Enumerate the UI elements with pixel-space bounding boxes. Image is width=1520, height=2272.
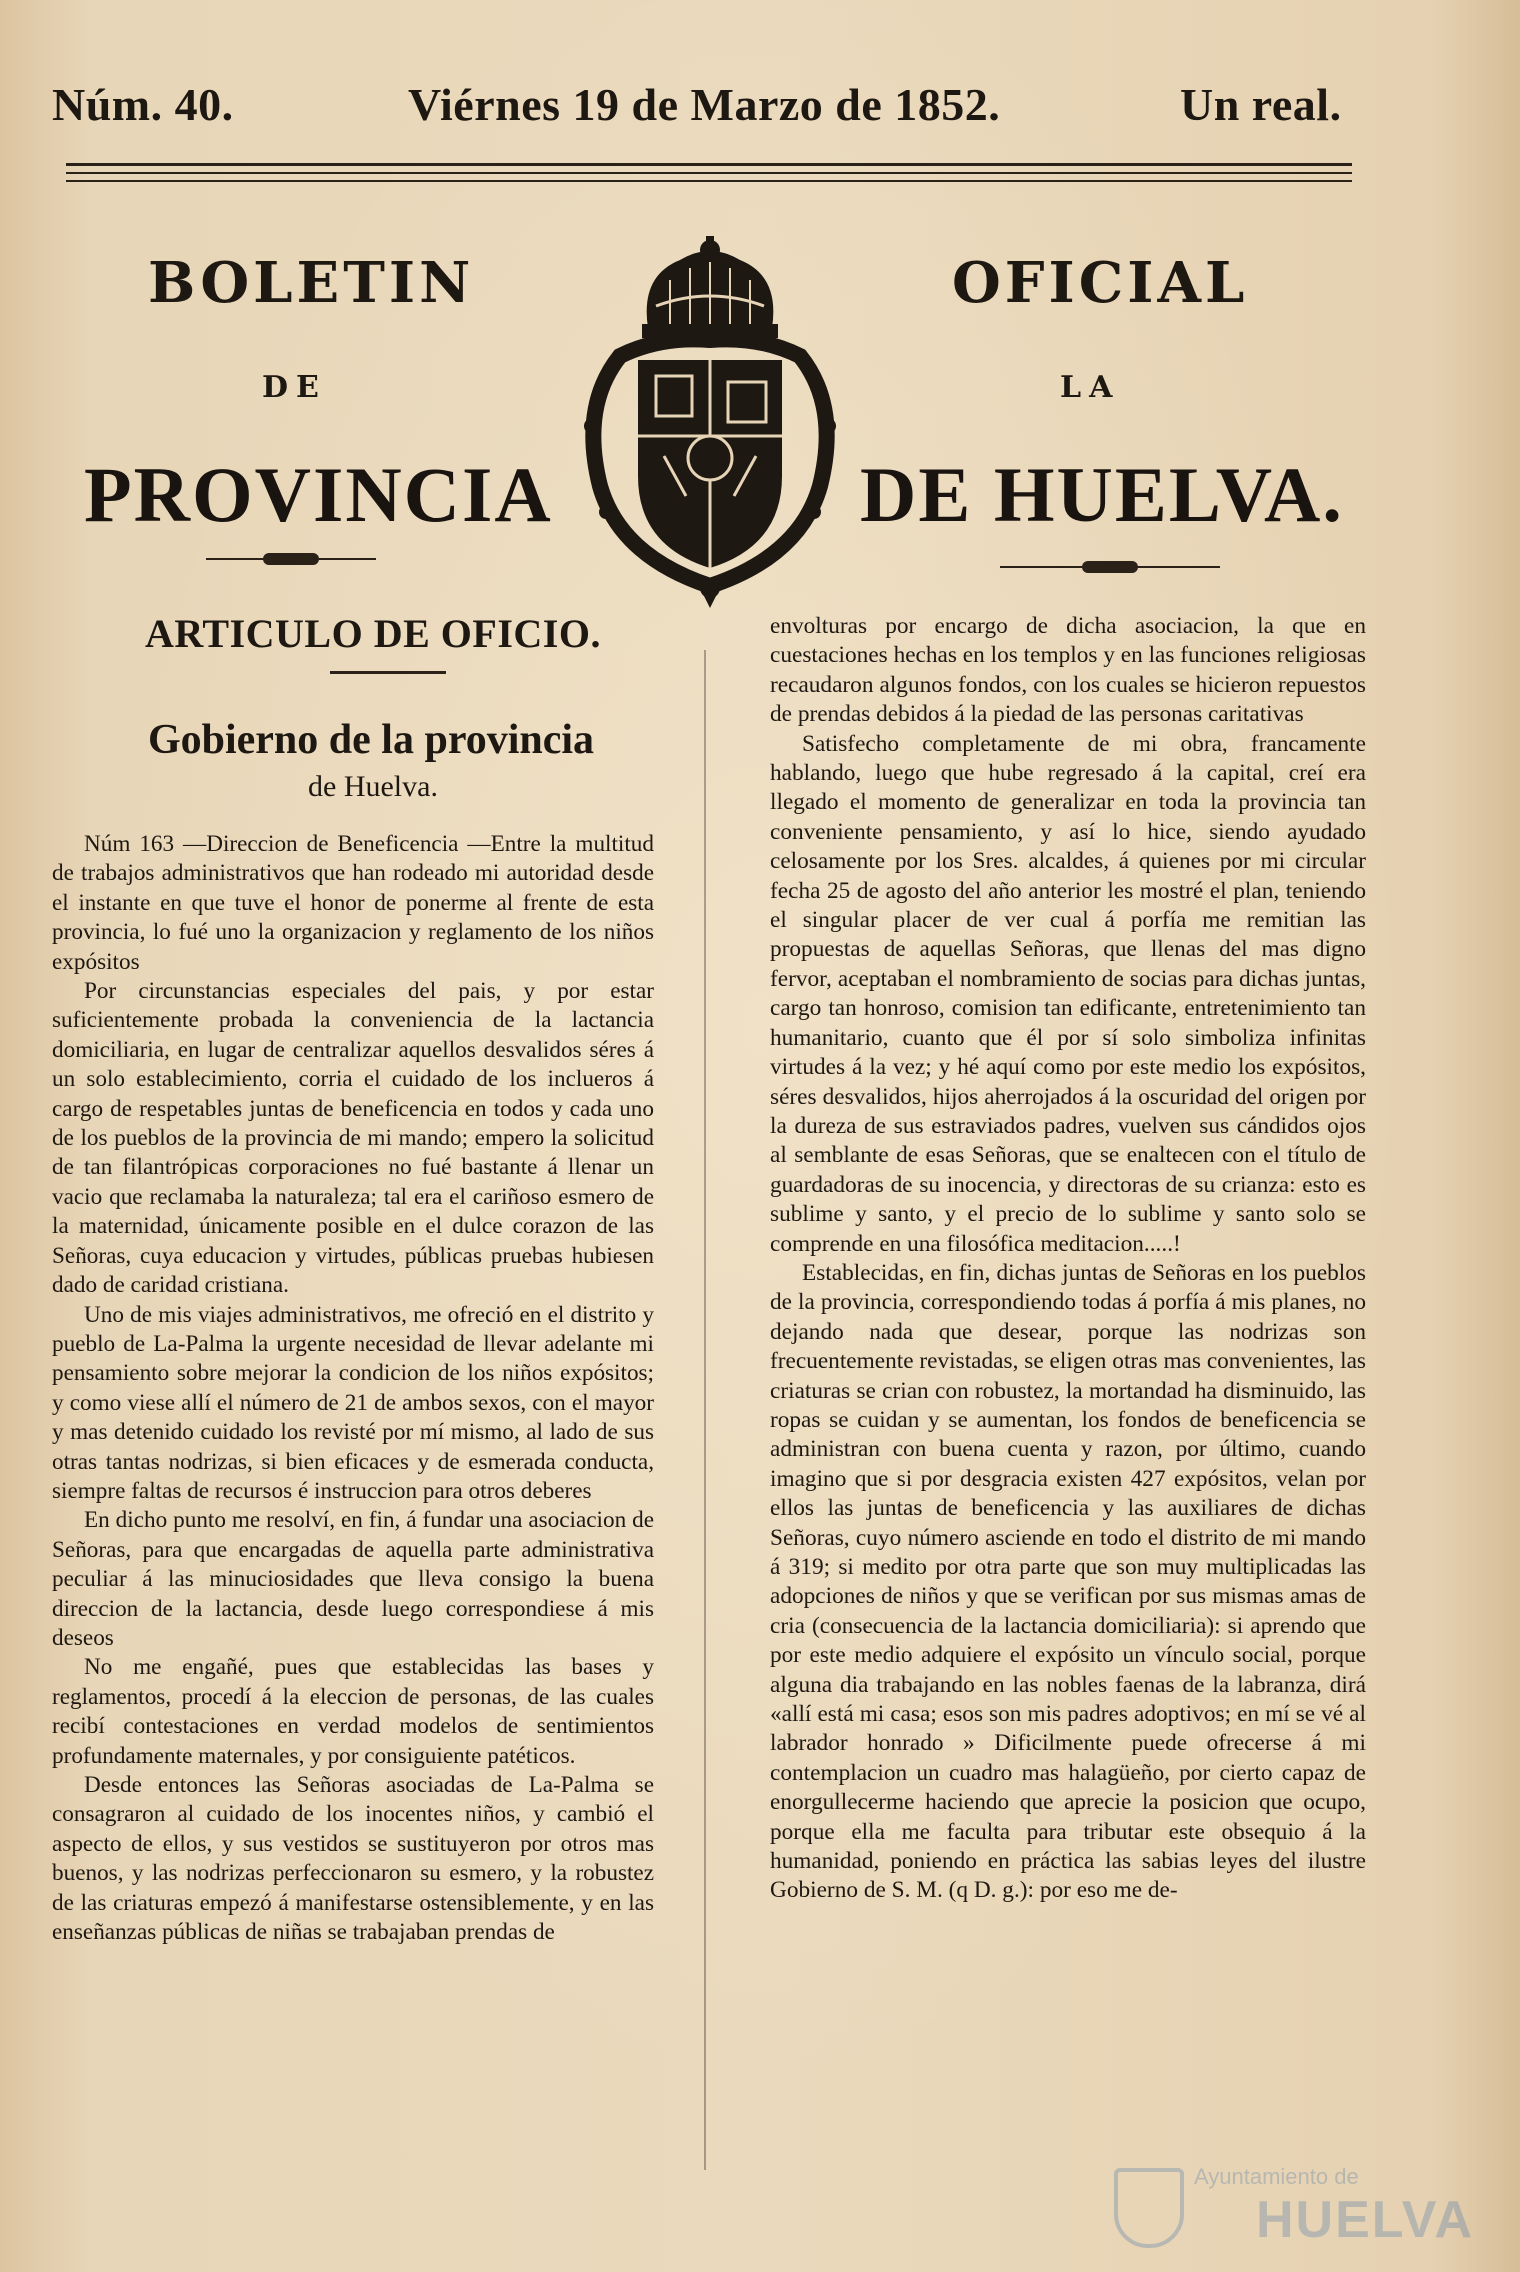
archive-watermark — [1110, 2160, 1475, 2260]
masthead-rule — [66, 163, 1352, 166]
left-column — [52, 610, 654, 1947]
royal-coat-of-arms-icon — [560, 236, 860, 608]
paragraph: Establecidas, en fin, dichas juntas de Señoras en los pueblos de la provincia, correspondiendo todas á porfía á mis planes, no dejando nada que desear, porque las nodrizas son frecuentemente revistadas, se eligen otras mas convenientes, las criaturas se crian con robustez, la mortandad ha disminuido, las ropas se cuidan y se aumentan, los fondos de beneficencia se administran con buena cuenta y razon, por último, cuando imagino que si por desgracia existen 427 expósitos, velan por ellos las juntas de beneficencia y las auxiliares de dichas Señoras, cuyo número asciende en todo el distrito de mi mando á 319; si medito por otra parte que son muy multiplicadas las adopciones de niños y que se verifican por sus mismas amas de cria (consecuencia de la lactancia domiciliaria): si aprendo que por este medio adquiere el expósito un vínculo social, porque alguna dia trabajando en las nobles faenas de la labranza, dirá «allí está mi casa; esos son mis padres adoptivos; en mí se vé al labrador honrado » Dificilmente puede ofrecerse á mi contemplacion un cuadro mas halagüeño, por cierto capaz de enorgullecerme haciendo que aprecie la posicion que ocupo, porque ella me faculta para tributar este obsequio á la humanidad, poniendo en práctica las sabias leyes del ilustre Gobierno de S. M. (q D. g.): por eso me de- — [770, 1259, 1366, 1904]
issue-number: Núm. 40. — [52, 79, 234, 130]
right-column — [770, 612, 1366, 1906]
issue-date: Viérnes 19 de Marzo de 1852. — [408, 79, 1001, 130]
title-la: LA — [1060, 370, 1121, 405]
government-subtitle: de Huelva. — [308, 770, 438, 803]
watermark-main: HUELVA — [1256, 2191, 1475, 2249]
ornament-rule — [1000, 560, 1220, 574]
title-boletin: BOLETIN — [148, 250, 475, 316]
paragraph: Por circunstancias especiales del pais, y por estar suficientemente probada la conveniencia de la lactancia domiciliaria, en lugar de centralizar aquellos desvalidos séres á un solo establecimiento, corria el cuidado de los inclueros á cargo de respetables juntas de beneficencia en todos y cada uno de los pueblos de la provincia de mi mando; empero la solicitud de tan filantrópicas corporaciones no fué bastante á llenar un vacio que reclamaba la naturaleza; tal era el cariñoso esmero de la maternidad, únicamente posible en el dulce corazon de las Señoras, cuya educacion y virtudes, públicas pruebas hubiesen dado de caridad cristiana. — [52, 978, 654, 1299]
paragraph: Uno de mis viajes administrativos, me ofreció en el distrito y pueblo de La-Palma la urgente necesidad de llevar adelante mi pensamiento sobre mejorar la condicion de los niños expósitos; y como viese allí el número de 21 de ambos sexos, con el mayor y mas detenido cuidado los revisté por mí mismo, al lado de sus otras tantas nodrizas, si bien eficaces y de esmerada conducta, siempre faltas de recursos é instruccion para otros deberes — [52, 1301, 654, 1504]
title-oficial: OFICIAL — [952, 250, 1249, 316]
paragraph: Núm 163 —Direccion de Beneficencia —Entre la multitud de trabajos administrativos que han rodeado mi autoridad desde el instante en que tuve el honor de ponerme al frente de esta provincia, lo fué uno la organizacion y reglamento de los niños expósitos — [52, 831, 654, 975]
title-provincia: PROVINCIA — [84, 451, 553, 538]
section-heading: ARTICULO DE OFICIO. — [145, 611, 601, 656]
masthead — [52, 78, 1352, 148]
title-de-huelva: DE HUELVA. — [860, 451, 1344, 538]
paragraph: Satisfecho completamente de mi obra, francamente hablando, luego que hube regresado á la capital, creí era llegado el momento de generalizar en toda la provincia tan conveniente pensamiento, y así lo hice, siendo ayudado celosamente por los Sres. alcaldes, á quienes por mi circular fecha 25 de agosto del año anterior les mostré el plan, teniendo el singular placer de ver cual á porfía me remitian las propuestas de aquellas Señoras, que llenas del mas digno fervor, aceptaban el nombramiento de socias para dichas juntas, cargo tan honroso, comision tan edificante, entretenimiento tan humanitario, cuanto que él por sí solo simboliza infinitas virtudes á la vez; y hé aquí como por este medio los expósitos, séres desvalidos, hijos aherrojados á la oscuridad del origen por la dureza de sus estraviados padres, vuelven sus cándidos ojos al semblante de esas Señoras, que se enaltecen con el título de guardadoras de su inocencia, y directoras de su crianza: esto es sublime y santo, y el precio de lo sublime y santo solo se comprende en una filosófica meditacion.....! — [770, 730, 1366, 1257]
masthead-rule — [66, 180, 1352, 182]
heading-rule — [330, 671, 446, 674]
issue-price: Un real. — [1180, 79, 1342, 130]
paragraph: envolturas por encargo de dicha asociacion, la que en cuestaciones hechas en los templos y en las funciones religiosas recaudaron algunos fondos, con los cuales se hicieron repuestos de prendas debidos á la piedad de las personas caritativas — [770, 613, 1366, 728]
paragraph: No me engañé, pues que establecidas las bases y reglamentos, procedí á la eleccion de personas, de las cuales recibí contestaciones en verdad modelos de sentimientos profundamente maternales, y por consiguiente patéticos. — [52, 1654, 654, 1769]
government-title: Gobierno de la provincia — [147, 717, 595, 763]
masthead-rule — [66, 172, 1352, 174]
paragraph: Desde entonces las Señoras asociadas de La-Palma se consagraron al cuidado de los inocentes niños, y cambió el aspecto de ellos, y sus vestidos se sustituyeron por otros mas buenos, y las nodrizas perfeccionaron su esmero, y la robustez de las criaturas empezó á manifestarse ostensiblemente, y en las enseñanzas públicas de niñas se trabajaban prendas de — [52, 1772, 654, 1946]
title-de: DE — [262, 370, 327, 405]
shield-icon — [1114, 2168, 1184, 2248]
column-divider — [704, 650, 706, 2170]
ornament-rule — [206, 552, 376, 566]
watermark-top: Ayuntamiento de — [1194, 2164, 1359, 2189]
paragraph: En dicho punto me resolví, en fin, á fundar una asociacion de Señoras, para que encargadas de aquella parte administrativa peculiar á las minuciosidades que lleva consigo la buena direccion de la lactancia, desde luego correspondiese á mis deseos — [52, 1507, 654, 1651]
